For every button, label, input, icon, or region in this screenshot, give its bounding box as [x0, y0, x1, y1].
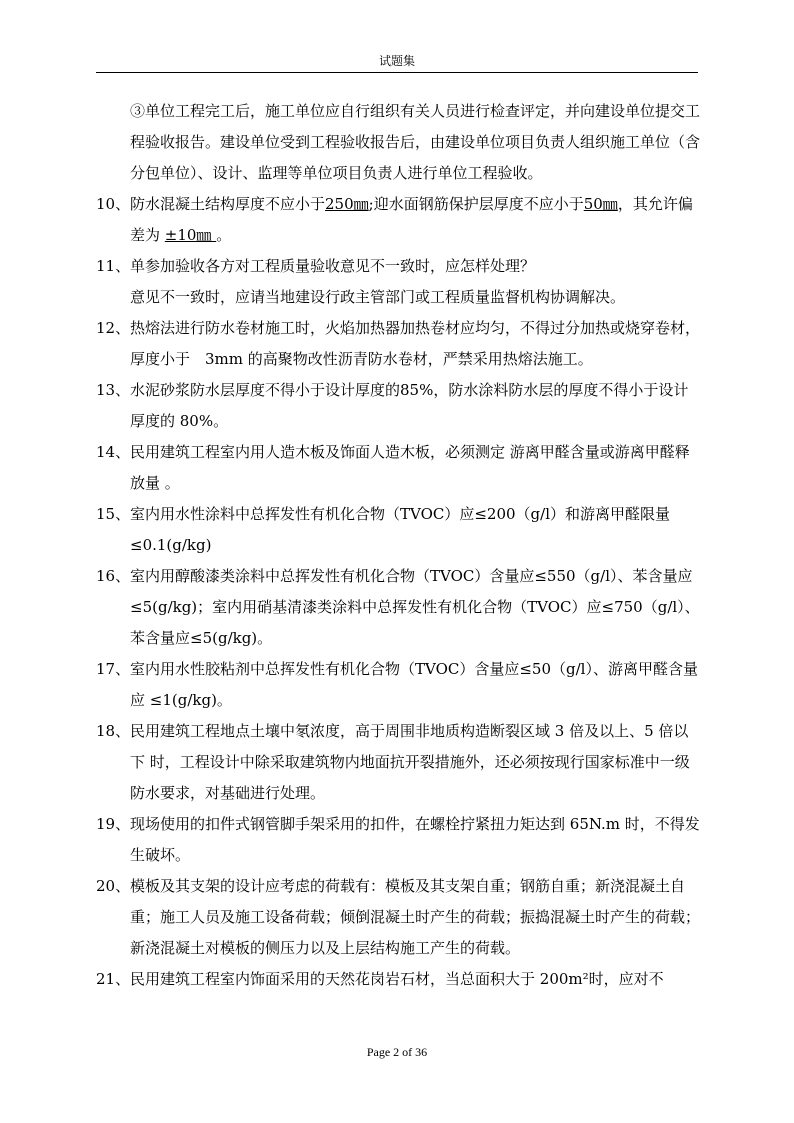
- document-body: [96, 96, 702, 995]
- question-number: 15、: [96, 505, 131, 523]
- question-text: 单参加验收各方对工程质量验收意见不一致时，应怎样处理？: [130, 257, 536, 275]
- question-text: 室内用醇酸漆类涂料中总挥发性有机化合物（TVOC）含量应≤550（g/l）、苯含量应≤5(g/kg)；室内用硝基清漆类涂料中总挥发性有机化合物（TVOC）应≤750（g/l）、苯含量应≤5(g/kg)。: [130, 567, 700, 647]
- question-12: [96, 313, 702, 375]
- continuation-paragraph: ③单位工程完工后，施工单位应自行组织有关人员进行检查评定，并向建设单位提交工程验收报告。建设单位受到工程验收报告后，由建设单位项目负责人组织施工单位（含分包单位）、设计、监理等单位项目负责人进行单位工程验收。: [130, 102, 701, 182]
- header-rule: [96, 72, 698, 73]
- question-text: 模板及其支架的设计应考虑的荷载有：模板及其支架自重；钢筋自重；新浇混凝土自重；施工人员及施工设备荷载；倾倒混凝土时产生的荷载；振捣混凝土时产生的荷载；新浇混凝土对模板的侧压力以及上层结构施工产生的荷载。: [130, 877, 701, 957]
- question-14: [96, 437, 702, 499]
- question-text: 室内用水性涂料中总挥发性有机化合物（TVOC）应≤200（g/l）和游离甲醛限量≤0.1(g/kg): [130, 505, 671, 554]
- answer-blank: ±10㎜: [164, 226, 217, 244]
- question-text: 水泥砂浆防水层厚度不得小于设计厚度的85%，防水涂料防水层的厚度不得小于设计厚度的 80%。: [130, 381, 689, 430]
- question-number: 17、: [96, 660, 131, 678]
- question-10: 10、 防水混凝土结构厚度不应小于250㎜;迎水面钢筋保护层厚度不应小于50㎜，其允许偏差为 ±10㎜ 。: [96, 189, 702, 251]
- page-number: Page 2 of 36: [366, 1045, 428, 1059]
- question-text: 民用建筑工程室内用人造木板及饰面人造木板，必须测定 游离甲醛含量或游离甲醛释放量 。: [130, 443, 690, 492]
- answer-blank: 250㎜: [325, 195, 369, 213]
- header-title: 试题集: [378, 54, 415, 68]
- question-18: [96, 716, 702, 809]
- question-number: 16、: [96, 567, 131, 585]
- answer-blank: 50㎜: [583, 195, 618, 213]
- question-16: [96, 561, 702, 654]
- question-number: 18、: [96, 722, 131, 740]
- question-17: [96, 654, 702, 716]
- question-text: 民用建筑工程地点土壤中氡浓度，高于周围非地质构造断裂区域 3 倍及以上、5 倍以下 时，工程设计中除采取建筑物内地面抗开裂措施外，还必须按现行国家标准中一级防水要求，对基础进行处理。: [130, 722, 690, 802]
- question-number: 11、: [96, 257, 131, 275]
- question-19: [96, 809, 702, 871]
- question-text: 室内用水性胶粘剂中总挥发性有机化合物（TVOC）含量应≤50（g/l）、游离甲醛含量应 ≤1(g/kg)。: [130, 660, 698, 709]
- question-21: [96, 964, 702, 995]
- question-20: [96, 871, 702, 964]
- question-text: 民用建筑工程室内饰面采用的天然花岗岩石材，当总面积大于 200m²时，应对不: [130, 970, 664, 988]
- question-13: [96, 375, 702, 437]
- question-number: 19、: [96, 815, 131, 833]
- question-number: 21、: [96, 970, 131, 988]
- question-11: [96, 251, 702, 282]
- question-text: 现场使用的扣件式钢管脚手架采用的扣件，在螺栓拧紧扭力矩达到 65N.m 时，不得发生破坏。: [130, 815, 700, 864]
- answer-text: 意见不一致时，应请当地建设行政主管部门或工程质量监督机构协调解决。: [130, 288, 626, 306]
- question-number: 10、: [96, 195, 131, 213]
- question-number: 12、: [96, 319, 131, 337]
- question-15: [96, 499, 702, 561]
- question-number: 20、: [96, 877, 131, 895]
- question-text: 热熔法进行防水卷材施工时，火焰加热器加热卷材应均匀，不得过分加热或烧穿卷材，厚度小于 3mm 的高聚物改性沥青防水卷材，严禁采用热熔法施工。: [130, 319, 701, 368]
- question-number: 13、: [96, 381, 131, 399]
- question-number: 14、: [96, 443, 131, 461]
